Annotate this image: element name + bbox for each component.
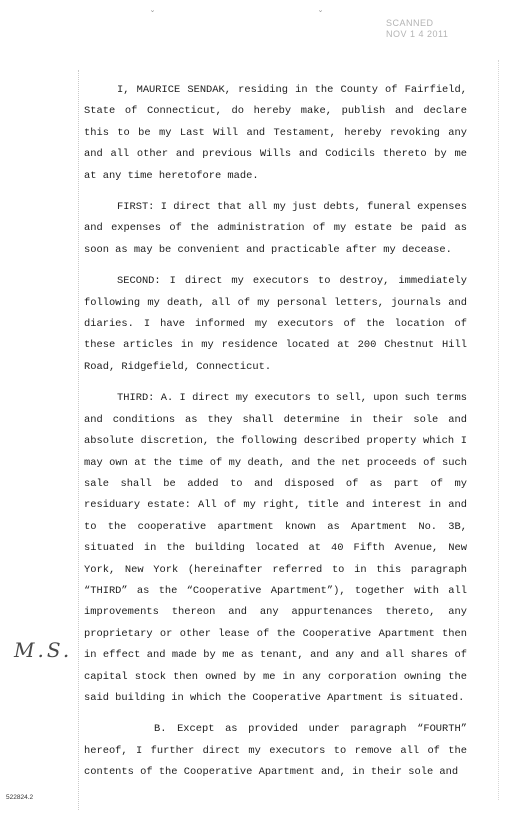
paragraph-declaration: I, MAURICE SENDAK, residing in the County of Fairfield, State of Connecticut, do hereby make, publish and declare this to be my Last Will and Testament, hereby revoking any and all other and previous Wills and Codicils thereto by me at any time heretofore made. <box>84 84 467 182</box>
paragraph-third-a: THIRD: A. I direct my executors to sell, upon such terms and conditions as they shall determine in their sole and absolute discretion, the following described property which I may own at the time of my death, and the net proceeds of such sale shall be added to and disposed of as part of my residuary estate: All of my right, title and interest in and to the cooperative apartment known as Apartment No. 3B, situated in the building located at 40 Fifth Avenue, New York, New York (hereinafter referred to in this paragraph “THIRD” as the “Cooperative Apartment”), together with all improvements thereon and any appurtenances thereto, any proprietary or other lease of the Cooperative Apartment then in effect and made by me as tenant, and any and all shares of capital stock then owned by me in any corporation owning the said building in which the Cooperative Apartment is situated. <box>84 392 467 704</box>
stamp-line-2: NOV 1 4 2011 <box>386 29 449 40</box>
will-body <box>84 80 467 794</box>
scan-margin-line <box>78 70 80 810</box>
paragraph-third-b: B. Except as provided under paragraph “FOURTH” hereof, I further direct my executors to remove all of the contents of the Cooperative Apartment and, in their sole and <box>84 723 467 779</box>
scanned-stamp <box>386 18 448 41</box>
scan-margin-line-right <box>498 60 500 800</box>
paragraph-second: SECOND: I direct my executors to destroy, immediately following my death, all of my personal letters, journals and diaries. I have informed my executors of the location of these articles in my residence located at 200 Chestnut Hill Road, Ridgefield, Connecticut. <box>84 275 467 373</box>
scan-mark: ˇ <box>150 10 155 21</box>
document-number: 522824.2 <box>6 794 34 801</box>
handwritten-initials: M.S. <box>14 638 73 662</box>
stamp-line-1: SCANNED <box>386 18 434 28</box>
paragraph-first: FIRST: I direct that all my just debts, funeral expenses and expenses of the administration of my estate be paid as soon as may be convenient and practicable after my decease. <box>84 201 467 256</box>
scan-mark: ˇ <box>318 10 323 21</box>
